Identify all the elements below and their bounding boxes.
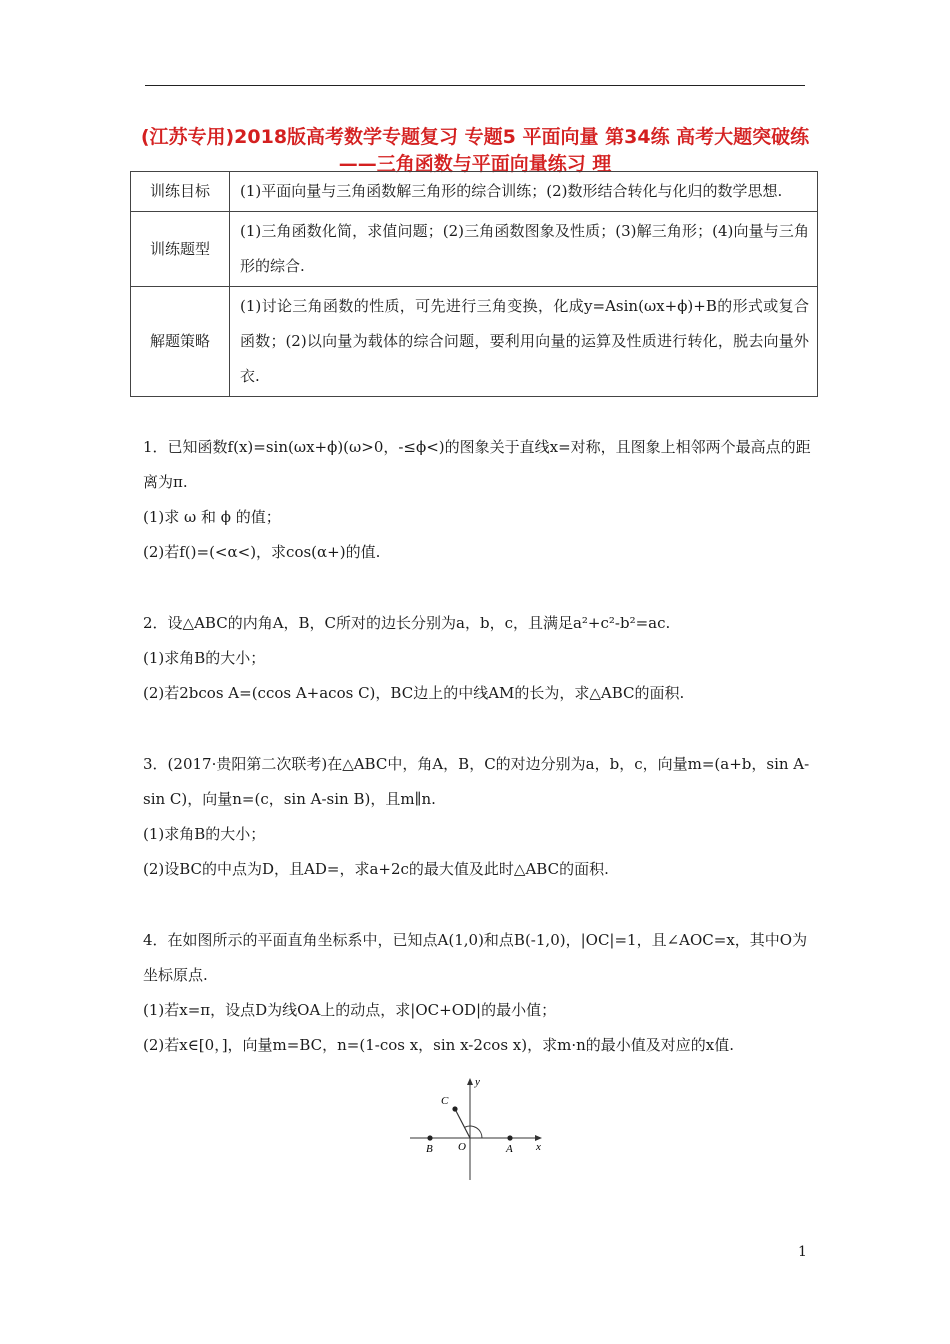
label-o: O bbox=[458, 1141, 466, 1153]
problem-2 bbox=[143, 606, 811, 711]
training-info-table bbox=[130, 171, 818, 397]
label-x: x bbox=[536, 1141, 541, 1153]
document-title: (江苏专用)2018版高考数学专题复习 专题5 平面向量 第34练 高考大题突破练——三角函数与平面向量练习 理 bbox=[140, 126, 810, 175]
row-label: 训练目标 bbox=[131, 172, 230, 212]
label-a: A bbox=[506, 1143, 513, 1155]
problem-list bbox=[143, 430, 811, 1063]
problem-4 bbox=[143, 923, 811, 1063]
table-row bbox=[131, 172, 818, 212]
problem-part: (1)求 ω 和 ϕ 的值； bbox=[143, 508, 281, 526]
table-row bbox=[131, 212, 818, 287]
problem-1 bbox=[143, 430, 811, 570]
page-number: 1 bbox=[798, 1244, 807, 1260]
problem-part: (2)若2bcos A=(ccos A+acos C)，BC边上的中线AM的长为，求△ABC的面积. bbox=[143, 684, 685, 702]
point-a bbox=[507, 1135, 512, 1140]
table-row bbox=[131, 287, 818, 397]
row-label: 解题策略 bbox=[131, 287, 230, 397]
y-axis-arrow bbox=[467, 1078, 473, 1085]
segment-oc bbox=[455, 1109, 470, 1138]
row-content: (1)平面向量与三角函数解三角形的综合训练；(2)数形结合转化与化归的数学思想. bbox=[230, 172, 818, 212]
row-content: (1)讨论三角函数的性质，可先进行三角变换，化成y=Asin(ωx+ϕ)+B的形式或复合函数；(2)以向量为载体的综合问题，要利用向量的运算及性质进行转化，脱去向量外衣. bbox=[230, 287, 818, 397]
problem-part: (2)若f()=(<α<)，求cos(α+)的值. bbox=[143, 543, 381, 561]
problem-statement: 3．(2017·贵阳第二次联考)在△ABC中，角A，B，C的对边分别为a，b，c，向量m=(a+b，sin A-sin C)，向量n=(c，sin A-sin B)，且m∥n. bbox=[143, 755, 810, 808]
point-c bbox=[452, 1106, 457, 1111]
row-content: (1)三角函数化简，求值问题；(2)三角函数图象及性质；(3)解三角形；(4)向量与三角形的综合. bbox=[230, 212, 818, 287]
point-b bbox=[427, 1135, 432, 1140]
problem-statement: 4．在如图所示的平面直角坐标系中，已知点A(1,0)和点B(-1,0)，|OC|=1，且∠AOC=x，其中O为坐标原点. bbox=[143, 931, 808, 984]
problem-part: (1)若x=π，设点D为线OA上的动点，求|OC+OD|的最小值； bbox=[143, 1001, 557, 1019]
label-b: B bbox=[426, 1143, 433, 1155]
header-rule bbox=[145, 85, 805, 86]
row-label: 训练题型 bbox=[131, 212, 230, 287]
problem-part: (1)求角B的大小； bbox=[143, 825, 266, 843]
problem-statement: 1．已知函数f(x)=sin(ωx+ϕ)(ω>0，-≤ϕ<)的图象关于直线x=对称，且图象上相邻两个最高点的距离为π. bbox=[143, 438, 811, 491]
label-c: C bbox=[441, 1095, 449, 1107]
label-y: y bbox=[475, 1076, 480, 1088]
problem-part: (2)若x∈[0，]，向量m=BC，n=(1-cos x，sin x-2cos x)，求m·n的最小值及对应的x值. bbox=[143, 1036, 735, 1054]
problem-part: (2)设BC的中点为D，且AD=，求a+2c的最大值及此时△ABC的面积. bbox=[143, 860, 609, 878]
coordinate-figure bbox=[400, 1068, 550, 1188]
problem-part: (1)求角B的大小； bbox=[143, 649, 266, 667]
problem-statement: 2．设△ABC的内角A，B，C所对的边长分别为a，b，c，且满足a²+c²-b²=ac. bbox=[143, 614, 671, 632]
problem-3 bbox=[143, 747, 811, 887]
